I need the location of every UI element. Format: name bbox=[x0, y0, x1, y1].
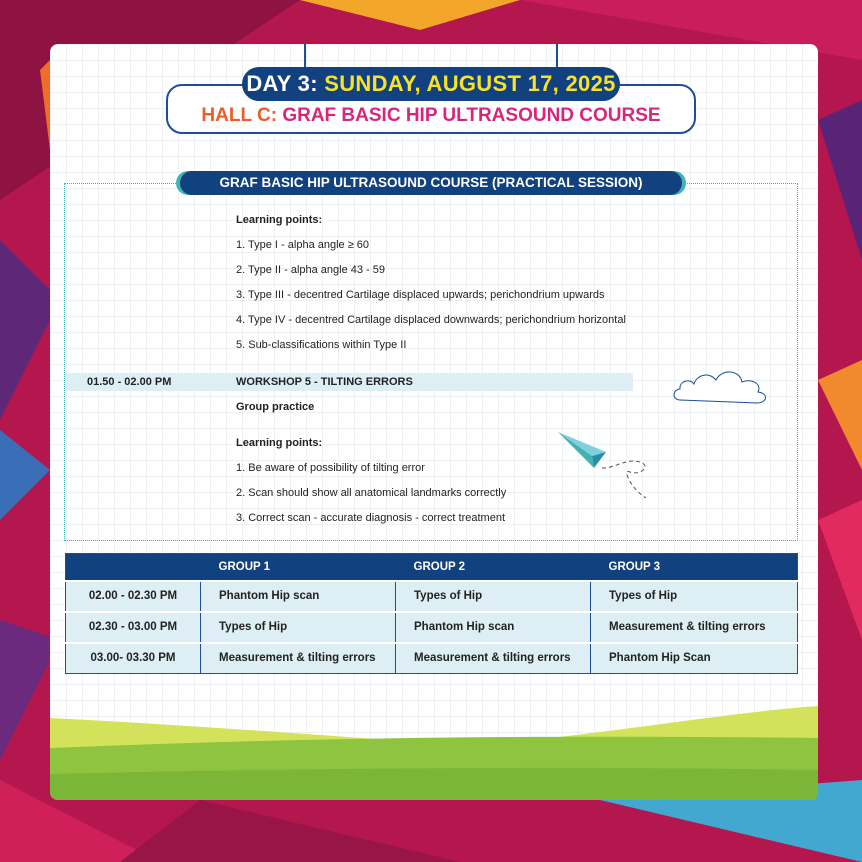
activity-cell: Types of Hip bbox=[201, 612, 396, 643]
hall-label: HALL C: bbox=[201, 105, 278, 126]
table-header-row bbox=[66, 554, 798, 581]
workshop-time: 01.50 - 02.00 PM bbox=[87, 376, 172, 388]
workshop-subtitle: Group practice bbox=[236, 401, 315, 413]
hall-course-title: GRAF BASIC HIP ULTRASOUND COURSE bbox=[277, 105, 661, 126]
activity-cell: Measurement & tilting errors bbox=[591, 612, 798, 643]
time-cell: 02.30 - 03.00 PM bbox=[66, 612, 201, 643]
workshop-title: WORKSHOP 5 - TILTING ERRORS bbox=[236, 376, 413, 388]
learning-point: 4. Type IV - decentred Cartilage displaced downwards; perichondrium horizontal bbox=[236, 314, 626, 326]
time-cell: 03.00- 03.30 PM bbox=[66, 643, 201, 674]
learning-point: 2. Type II - alpha angle 43 - 59 bbox=[236, 264, 386, 276]
table-row bbox=[66, 643, 798, 674]
activity-cell: Phantom Hip scan bbox=[396, 612, 591, 643]
column-header: GROUP 3 bbox=[591, 554, 798, 581]
activity-cell: Types of Hip bbox=[396, 581, 591, 612]
table-row bbox=[66, 581, 798, 612]
learning-point: 1. Be aware of possibility of tilting error bbox=[236, 462, 425, 474]
column-header bbox=[66, 554, 201, 581]
column-header: GROUP 1 bbox=[201, 554, 396, 581]
learning-point: 5. Sub-classifications within Type II bbox=[236, 339, 407, 351]
activity-cell: Measurement & tilting errors bbox=[201, 643, 396, 674]
learning-points-label: Learning points: bbox=[236, 437, 323, 449]
day-date: SUNDAY, AUGUST 17, 2025 bbox=[317, 71, 616, 96]
table-row bbox=[66, 612, 798, 643]
section-title: GRAF BASIC HIP ULTRASOUND COURSE (PRACTICAL SESSION) bbox=[180, 171, 682, 195]
activity-cell: Measurement & tilting errors bbox=[396, 643, 591, 674]
column-header: GROUP 2 bbox=[396, 554, 591, 581]
learning-point: 3. Correct scan - accurate diagnosis - correct treatment bbox=[236, 512, 505, 524]
green-hills bbox=[50, 704, 818, 800]
activity-cell: Phantom Hip scan bbox=[201, 581, 396, 612]
activity-cell: Types of Hip bbox=[591, 581, 798, 612]
cloud-icon bbox=[670, 362, 774, 410]
learning-point: 2. Scan should show all anatomical landmarks correctly bbox=[236, 487, 507, 499]
learning-point: 3. Type III - decentred Cartilage displaced upwards; perichondrium upwards bbox=[236, 289, 605, 301]
learning-point: 1. Type I - alpha angle ≥ 60 bbox=[236, 239, 370, 251]
paper-plane-icon bbox=[556, 428, 656, 508]
group-schedule-table bbox=[65, 553, 798, 674]
schedule-card bbox=[50, 44, 818, 800]
day-label: DAY 3: bbox=[246, 71, 318, 96]
activity-cell: Phantom Hip Scan bbox=[591, 643, 798, 674]
learning-points-label: Learning points: bbox=[236, 214, 323, 226]
time-cell: 02.00 - 02.30 PM bbox=[66, 581, 201, 612]
day-pill bbox=[242, 67, 620, 101]
